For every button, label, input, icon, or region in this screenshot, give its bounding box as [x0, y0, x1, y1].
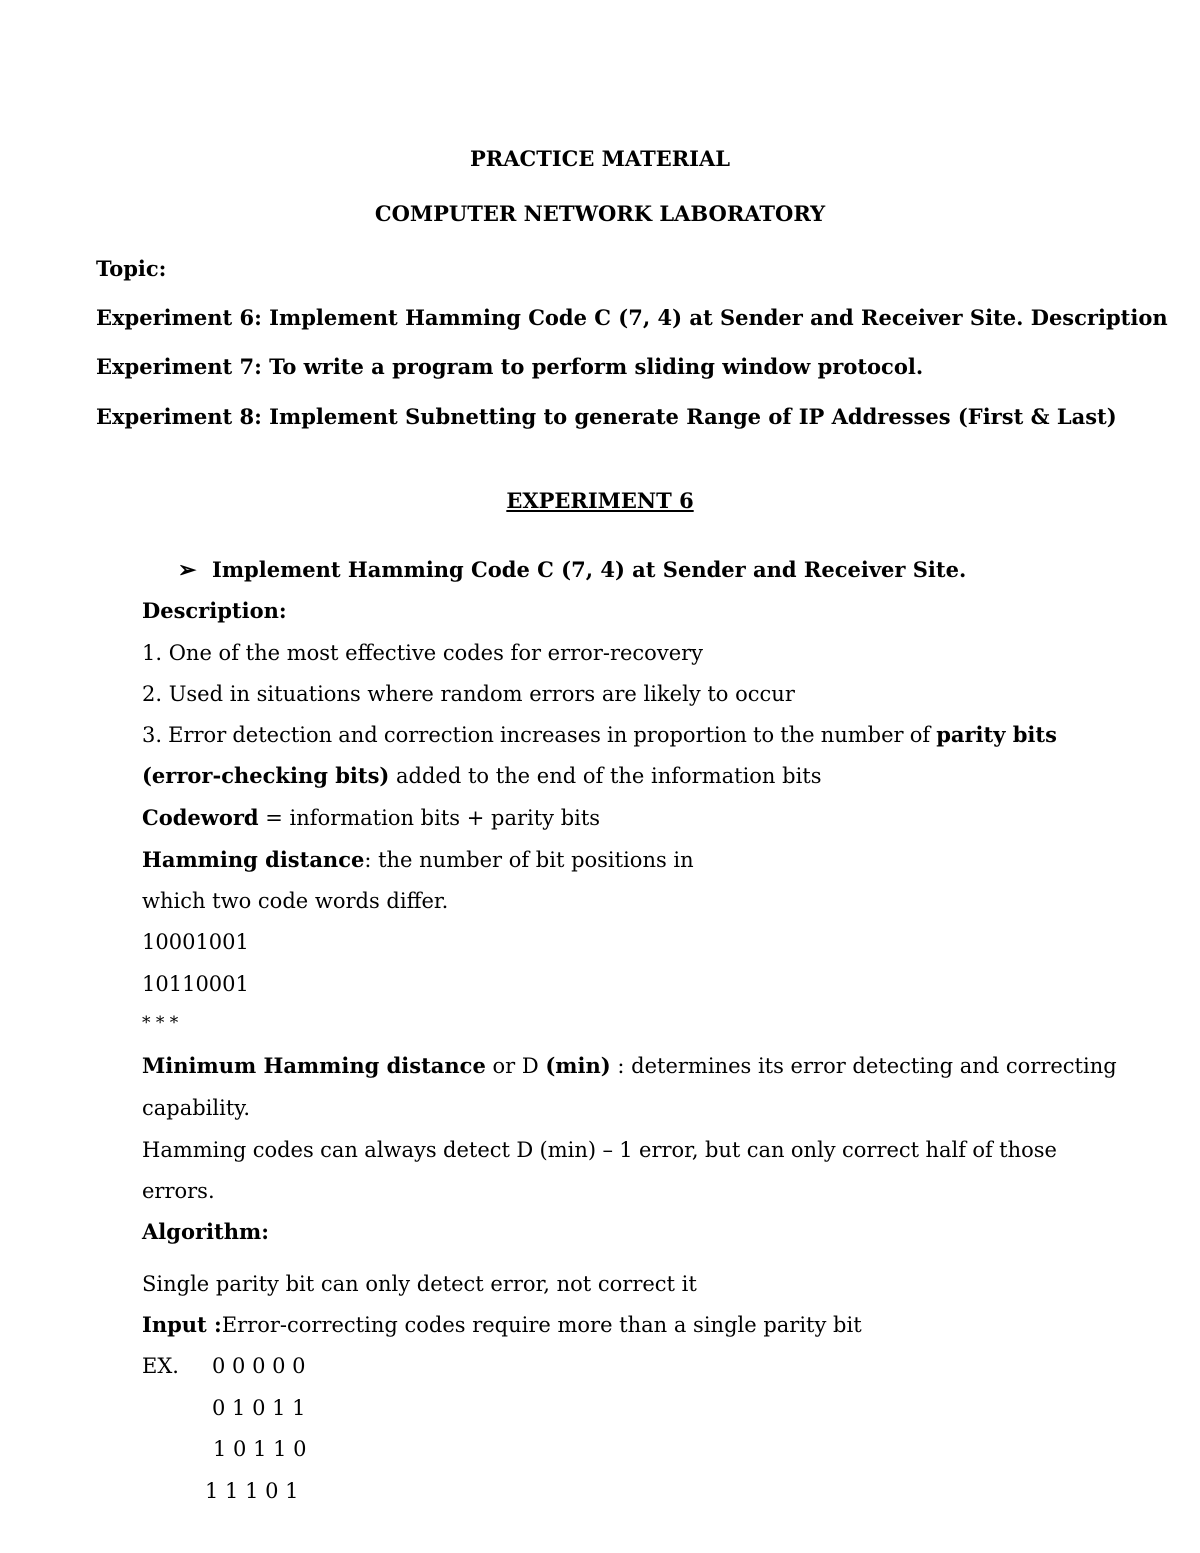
word: in [607, 723, 628, 747]
description-item-3-cont [142, 763, 822, 789]
min-term: (min) [545, 1053, 611, 1078]
experiment-6-heading: EXPERIMENT 6 [506, 488, 694, 513]
bullet-text: Implement Hamming Code C (7, 4) at Sender and Receiver Site. [212, 557, 967, 582]
topic-experiment-7: Experiment 7: To write a program to perform sliding window protocol. [96, 354, 924, 379]
hamming-distance-line-2: which two code words differ. [142, 889, 449, 913]
word: (min) [539, 1138, 597, 1162]
topic-experiment-8: Experiment 8: Implement Subnetting to generate Range of IP Addresses (First & Last) [96, 404, 1117, 429]
detect-correct-line-2: errors. [142, 1179, 215, 1203]
example-code-4: 1 1 1 0 1 [205, 1479, 299, 1503]
codeword-term: Codeword [142, 805, 259, 830]
description-label: Description: [142, 598, 287, 623]
word: 1 [619, 1138, 633, 1162]
input-definition: Error-correcting codes require more than a single parity bit [221, 1313, 862, 1337]
code-example-b: 10110001 [142, 972, 249, 996]
min-hamming-definition: : determines its error detecting and correcting [610, 1054, 1117, 1078]
word: 3. [142, 723, 163, 747]
word: the [780, 723, 815, 747]
input-term: Input : [142, 1312, 222, 1337]
example-label: EX. [142, 1354, 179, 1378]
error-checking-term: (error-checking bits) [142, 763, 390, 788]
description-item-3-tail: added to the end of the information bits [389, 764, 822, 788]
word: Error [168, 723, 227, 747]
min-hamming-line-2: capability. [142, 1096, 251, 1120]
min-hamming-line [142, 1053, 1117, 1079]
word: number [820, 723, 904, 747]
topic-label: Topic: [96, 256, 167, 281]
example-code-1: 0 0 0 0 0 [212, 1354, 306, 1378]
description-item-3 [142, 722, 1057, 748]
input-line [142, 1312, 862, 1338]
word: of [909, 723, 931, 747]
algorithm-label: Algorithm: [142, 1219, 269, 1244]
codeword-definition: = information bits + parity bits [258, 806, 601, 830]
word: detect [443, 1138, 510, 1162]
word: D [516, 1138, 534, 1162]
min-hamming-term: Minimum Hamming distance [142, 1053, 486, 1078]
word: can [746, 1138, 785, 1162]
word: increases [499, 723, 601, 747]
page-title: PRACTICE MATERIAL [469, 146, 731, 171]
bullet-arrow-icon: ➢ [178, 557, 197, 583]
topic-experiment-6: Experiment 6: Implement Hamming Code C (7, 4) at Sender and Receiver Site. Description [96, 305, 1168, 330]
parity-bits-term: parity bits [936, 722, 1057, 747]
description-item-1: 1. One of the most effective codes for error-recovery [142, 641, 704, 665]
word: can [320, 1138, 358, 1162]
word: correct [842, 1138, 920, 1162]
example-code-2: 0 1 0 1 1 [212, 1396, 306, 1420]
word: to [753, 723, 775, 747]
word: but [704, 1138, 741, 1162]
word: of [972, 1138, 993, 1162]
page-subtitle: COMPUTER NETWORK LABORATORY [374, 201, 826, 226]
word: proportion [633, 723, 747, 747]
min-or-text: or D [485, 1054, 546, 1078]
detect-correct-line [142, 1137, 1057, 1163]
example-code-3: 1 0 1 1 0 [213, 1437, 307, 1461]
word: those [999, 1138, 1057, 1162]
word: only [790, 1138, 836, 1162]
word: always [364, 1138, 437, 1162]
description-item-2: 2. Used in situations where random errors are likely to occur [142, 682, 795, 706]
hamming-distance-definition: : the number of bit positions in [364, 848, 694, 872]
single-parity-line: Single parity bit can only detect error, not correct it [142, 1272, 697, 1296]
word: correction [383, 723, 494, 747]
hamming-distance-line [142, 847, 694, 873]
word: detection [232, 723, 333, 747]
word: Hamming [142, 1138, 247, 1162]
word: – [602, 1138, 613, 1162]
hamming-distance-term: Hamming distance [142, 847, 365, 872]
code-example-a: 10001001 [142, 930, 249, 954]
word: half [925, 1138, 967, 1162]
difference-markers: * * * [142, 1013, 179, 1033]
word: and [338, 723, 378, 747]
word: codes [252, 1138, 314, 1162]
word: error, [639, 1138, 699, 1162]
codeword-line [142, 805, 600, 831]
